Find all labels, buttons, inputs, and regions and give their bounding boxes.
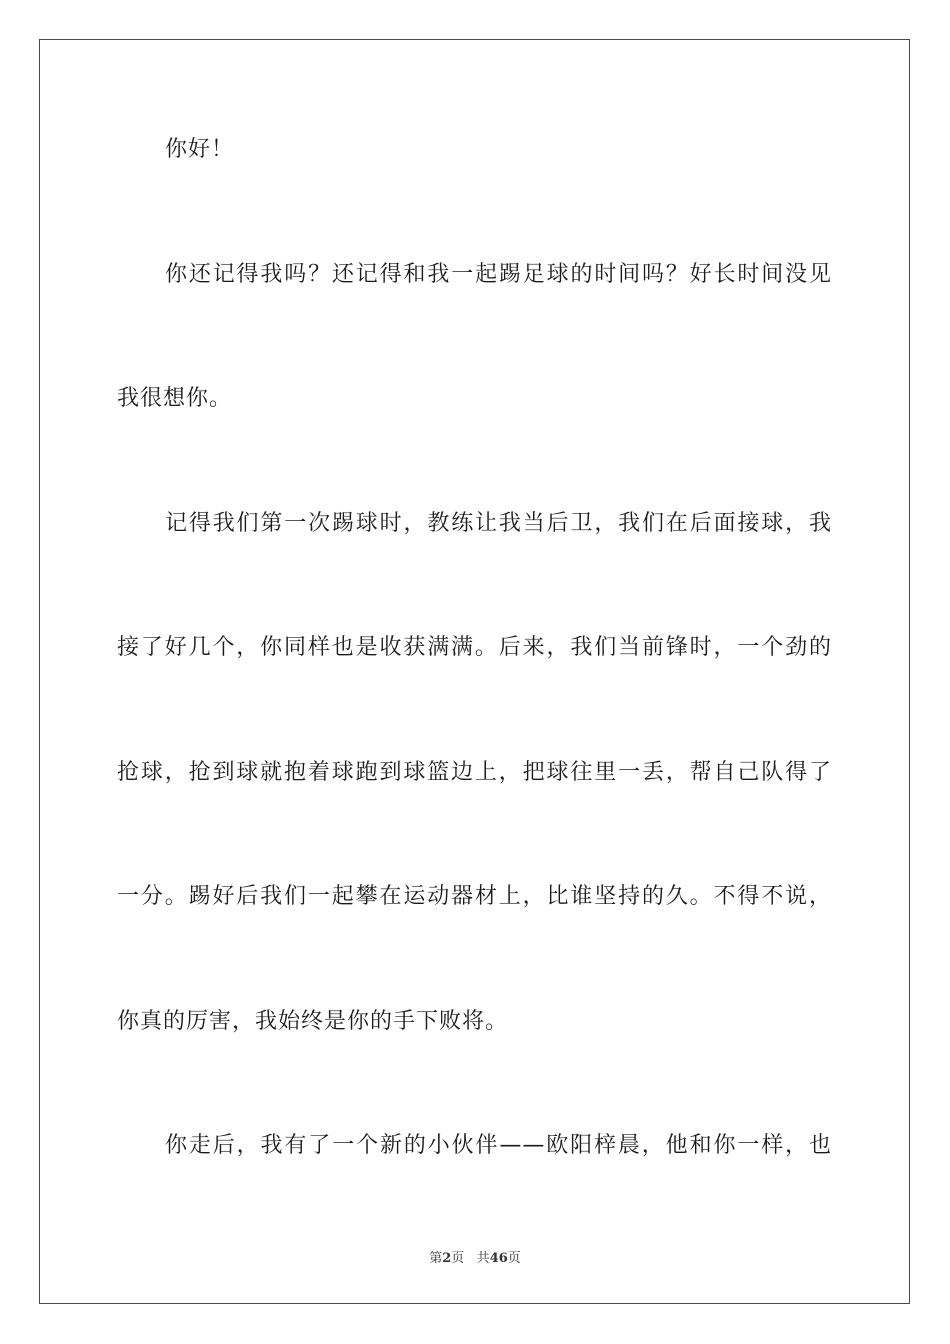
paragraph-line: 你走后，我有了一个新的小伙伴——欧阳梓晨，他和你一样，也: [165, 1133, 832, 1158]
footer-total-prefix: 共: [476, 1251, 490, 1266]
paragraph-line: 记得我们第一次踢球时，教练让我当后卫，我们在后面接球，我: [165, 511, 832, 536]
footer-page-suffix: 页: [451, 1251, 465, 1266]
footer-total-suffix: 页: [507, 1251, 521, 1266]
paragraph-line: 接了好几个，你同样也是收获满满。后来，我们当前锋时，一个劲的: [117, 635, 832, 660]
paragraph-line: 你还记得我吗？还记得和我一起踢足球的时间吗？好长时间没见: [165, 262, 832, 287]
page-border: [39, 39, 910, 1304]
footer-page-number: 2: [442, 1251, 452, 1266]
footer-total-pages: 46: [489, 1251, 508, 1266]
greeting-line: 你好！: [165, 137, 235, 162]
paragraph-line: 抢球，抢到球就抱着球跑到球篮边上，把球往里一丢，帮自己队得了: [117, 760, 832, 785]
paragraph-line: 你真的厉害，我始终是你的手下败将。: [117, 1009, 509, 1034]
paragraph-line: 我很想你。: [117, 386, 233, 411]
paragraph-line: 一分。踢好后我们一起攀在运动器材上，比谁坚持的久。不得不说，: [117, 884, 832, 909]
page-footer: [0, 1247, 950, 1266]
footer-page-prefix: 第: [429, 1251, 443, 1266]
